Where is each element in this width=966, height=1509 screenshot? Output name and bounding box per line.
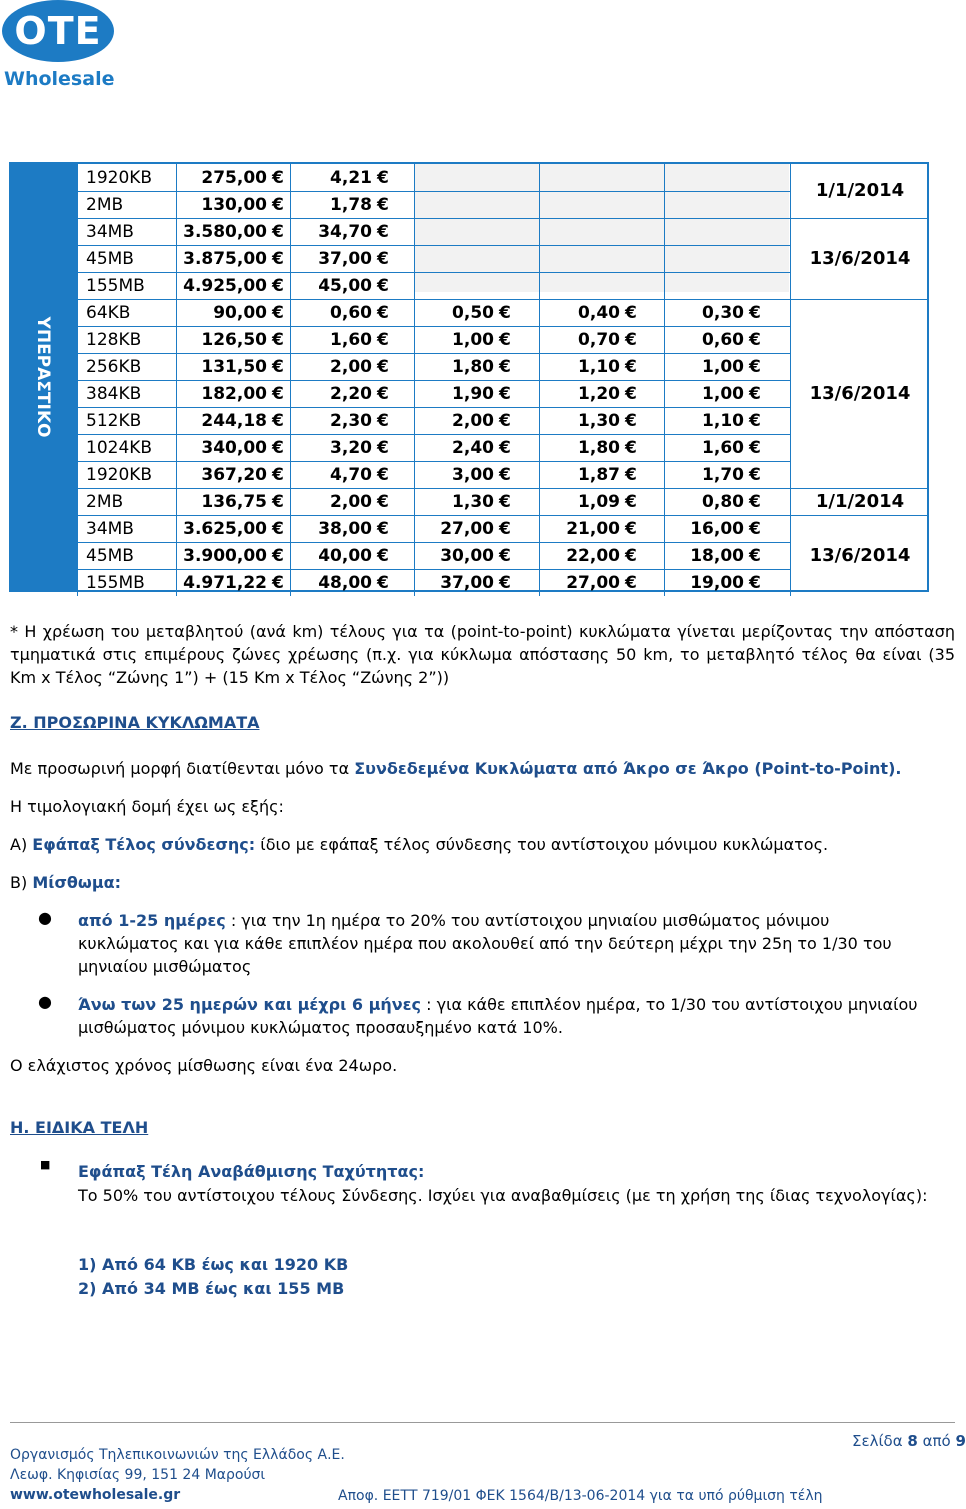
- price-cell: 19,00: [690, 573, 744, 593]
- section-z-intro: [10, 757, 955, 780]
- price-cell: 4,21: [330, 168, 372, 188]
- price-cell: 2,00: [452, 411, 494, 431]
- euro-sign: €: [272, 573, 284, 593]
- euro-sign: €: [625, 330, 637, 350]
- euro-sign: €: [499, 465, 511, 485]
- euro-sign: €: [749, 546, 761, 566]
- euro-sign: €: [625, 303, 637, 323]
- price-cell: 3.900,00: [183, 546, 267, 566]
- euro-sign: €: [499, 411, 511, 431]
- euro-sign: €: [625, 411, 637, 431]
- price-cell: 1,30: [578, 411, 620, 431]
- item-b-bold: Μίσθωμα:: [32, 873, 121, 892]
- upgrade-range-1: [78, 1253, 678, 1276]
- price-cell: 1,60: [702, 438, 744, 458]
- euro-sign: €: [499, 519, 511, 539]
- price-cell: 1,60: [330, 330, 372, 350]
- price-cell: 48,00: [318, 573, 372, 593]
- euro-sign: €: [377, 519, 389, 539]
- column-divider: [77, 164, 78, 596]
- euro-sign: €: [749, 519, 761, 539]
- intro-text: Με προσωρινή μορφή διατίθενται μόνο τα: [10, 759, 355, 778]
- effective-date: 1/1/2014: [815, 490, 905, 512]
- price-cell: 136,75: [201, 492, 267, 512]
- effective-date: 13/6/2014: [809, 382, 911, 404]
- row-label: 45MB: [86, 546, 134, 566]
- price-cell: 3.625,00: [183, 519, 267, 539]
- euro-sign: €: [272, 546, 284, 566]
- row-label: 256KB: [86, 357, 142, 377]
- footer-decision: Αποφ. ΕΕΤΤ 719/01 ΦΕΚ 1564/Β/13-06-2014 για τα υπό ρύθμιση τέλη: [338, 1488, 823, 1504]
- euro-sign: €: [625, 438, 637, 458]
- euro-sign: €: [377, 195, 389, 215]
- row-divider: [77, 191, 790, 192]
- price-cell: 367,20: [201, 465, 267, 485]
- price-cell: 18,00: [690, 546, 744, 566]
- bullet-1-bold: από 1-25 ημέρες: [78, 911, 226, 930]
- euro-sign: €: [377, 384, 389, 404]
- price-cell: 3.875,00: [183, 249, 267, 269]
- euro-sign: €: [749, 573, 761, 593]
- price-cell: 126,50: [201, 330, 267, 350]
- price-cell: 4,70: [330, 465, 372, 485]
- upgrade-fee-text: Το 50% του αντίστοιχου τέλους Σύνδεσης. Ισχύει για αναβαθμίσεις (με τη χρήση της ίδιας τεχνολογίας):: [78, 1186, 928, 1205]
- section-h-title: Η. ΕΙΔΙΚΑ ΤΕΛΗ: [10, 1118, 149, 1137]
- row-label: 384KB: [86, 384, 142, 404]
- footer-org: Οργανισμός Τηλεπικοινωνιών της Ελλάδος Α.Ε.: [10, 1447, 345, 1463]
- page-total: 9: [955, 1432, 966, 1450]
- price-cell: 3,20: [330, 438, 372, 458]
- row-divider: [77, 434, 790, 435]
- distance-note: * Η χρέωση του μεταβλητού (ανά km) τέλους για τα (point-to-point) κυκλώματα γίνεται μερίζοντας την απόσταση τμηματικά στις επιμέρους ζώνες χρέωσης (π.χ. για κύκλωμα απόστασης 50 km, το μεταβλητό τέλος θα είναι (35 Km x Τέλος “Ζώνης 1”) + (15 Km x Τέλος “Ζώνης 2”)): [10, 622, 955, 687]
- price-cell: 1,10: [702, 411, 744, 431]
- price-cell: 21,00: [566, 519, 620, 539]
- logo-subtitle: Wholesale: [4, 68, 115, 90]
- price-cell: 0,30: [702, 303, 744, 323]
- bullet-2-bold: Άνω των 25 ημερών και μέχρι 6 μήνες: [78, 995, 422, 1014]
- price-cell: 30,00: [440, 546, 494, 566]
- price-cell: 131,50: [201, 357, 267, 377]
- row-divider: [77, 488, 790, 489]
- euro-sign: €: [272, 411, 284, 431]
- price-cell: 0,80: [702, 492, 744, 512]
- price-cell: 90,00: [213, 303, 267, 323]
- row-divider: [77, 245, 790, 246]
- price-cell: 4.971,22: [183, 573, 267, 593]
- euro-sign: €: [272, 438, 284, 458]
- euro-sign: €: [499, 357, 511, 377]
- price-cell: 16,00: [690, 519, 744, 539]
- row-label: 512KB: [86, 411, 142, 431]
- price-cell: 22,00: [566, 546, 620, 566]
- euro-sign: €: [749, 492, 761, 512]
- euro-sign: €: [272, 492, 284, 512]
- ote-wholesale-logo: [0, 0, 120, 95]
- euro-sign: €: [749, 330, 761, 350]
- row-divider: [77, 569, 790, 570]
- price-cell: 4.925,00: [183, 276, 267, 296]
- row-divider: [77, 326, 790, 327]
- section-z-heading: [10, 711, 955, 734]
- footer-address: Λεωφ. Κηφισίας 99, 151 24 Μαρούσι: [10, 1467, 266, 1483]
- bullet-1: [78, 909, 930, 978]
- price-cell: 34,70: [318, 222, 372, 242]
- euro-sign: €: [749, 357, 761, 377]
- euro-sign: €: [377, 330, 389, 350]
- row-divider: [77, 542, 790, 543]
- row-label: 34MB: [86, 519, 134, 539]
- price-cell: 0,70: [578, 330, 620, 350]
- euro-sign: €: [377, 249, 389, 269]
- euro-sign: €: [377, 303, 389, 323]
- row-label: 2MB: [86, 195, 124, 215]
- price-cell: 45,00: [318, 276, 372, 296]
- price-cell: 1,80: [578, 438, 620, 458]
- bullet-2: [78, 993, 930, 1039]
- row-divider: [77, 272, 790, 273]
- effective-date: 13/6/2014: [809, 247, 911, 269]
- row-label: 1920KB: [86, 465, 153, 485]
- price-cell: 27,00: [566, 573, 620, 593]
- price-cell: 1,00: [702, 384, 744, 404]
- euro-sign: €: [377, 546, 389, 566]
- section-h-heading: [10, 1116, 955, 1139]
- price-cell: 1,00: [452, 330, 494, 350]
- row-label: 128KB: [86, 330, 142, 350]
- upgrade-fee-title: [78, 1160, 955, 1183]
- price-cell: 2,20: [330, 384, 372, 404]
- euro-sign: €: [272, 303, 284, 323]
- price-cell: 3,00: [452, 465, 494, 485]
- logo-brand: OTE: [14, 9, 102, 53]
- euro-sign: €: [377, 492, 389, 512]
- price-cell: 2,00: [330, 492, 372, 512]
- date-group-divider: [790, 218, 928, 219]
- euro-sign: €: [272, 195, 284, 215]
- price-cell: 0,40: [578, 303, 620, 323]
- euro-sign: €: [272, 465, 284, 485]
- row-divider: [77, 218, 790, 219]
- euro-sign: €: [749, 411, 761, 431]
- price-cell: 1,70: [702, 465, 744, 485]
- euro-sign: €: [272, 222, 284, 242]
- bullet-1-text: : για την 1η ημέρα το 20% του αντίστοιχου μηνιαίου μισθώματος μόνιμου κυκλώματος και για κάθε επιπλέον ημέρα που ακολουθεί από την δεύτερη μέχρι την 25η το 1/30 του μηνιαίου μισθώματος: [78, 911, 892, 976]
- item-a-bold: Εφάπαξ Τέλος σύνδεσης:: [32, 835, 256, 854]
- upgrade-fee-title-text: Εφάπαξ Τέλη Αναβάθμισης Ταχύτητας:: [78, 1162, 425, 1181]
- side-label: ΥΠΕΡΑΣΤΙΚΟ: [33, 316, 53, 438]
- bullet-dot: ●: [38, 908, 52, 927]
- euro-sign: €: [625, 573, 637, 593]
- footer-rule: [10, 1422, 955, 1423]
- price-cell: 130,00: [201, 195, 267, 215]
- euro-sign: €: [377, 357, 389, 377]
- price-cell: 2,40: [452, 438, 494, 458]
- euro-sign: €: [625, 384, 637, 404]
- euro-sign: €: [272, 384, 284, 404]
- item-b-prefix: Β): [10, 873, 33, 892]
- effective-date: 1/1/2014: [815, 180, 905, 201]
- price-cell: 37,00: [440, 573, 494, 593]
- item-a-prefix: Α): [10, 835, 33, 854]
- euro-sign: €: [377, 411, 389, 431]
- bullet-2-text: : για κάθε επιπλέον ημέρα, το 1/30 του αντίστοιχου μηνιαίου μισθώματος μόνιμου κυκλώματος προσαυξημένο κατά 10%.: [78, 995, 918, 1037]
- price-cell: 1,00: [702, 357, 744, 377]
- section-z-title: Ζ. ΠΡΟΣΩΡΙΝΑ ΚΥΚΛΩΜΑΤΑ: [10, 713, 260, 732]
- price-cell: 340,00: [201, 438, 267, 458]
- row-divider: [77, 461, 790, 462]
- euro-sign: €: [499, 330, 511, 350]
- price-cell: 1,20: [578, 384, 620, 404]
- row-label: 155MB: [86, 573, 145, 593]
- price-cell: 3.580,00: [183, 222, 267, 242]
- minimum-duration: Ο ελάχιστος χρόνος μίσθωσης είναι ένα 24ωρο.: [10, 1056, 398, 1075]
- price-cell: 1,78: [330, 195, 372, 215]
- euro-sign: €: [749, 303, 761, 323]
- row-divider: [77, 353, 790, 354]
- price-cell: 1,80: [452, 357, 494, 377]
- euro-sign: €: [499, 546, 511, 566]
- euro-sign: €: [377, 465, 389, 485]
- euro-sign: €: [272, 168, 284, 188]
- euro-sign: €: [749, 465, 761, 485]
- row-divider: [77, 515, 790, 516]
- euro-sign: €: [499, 573, 511, 593]
- row-label: 34MB: [86, 222, 134, 242]
- price-cell: 2,00: [330, 357, 372, 377]
- price-cell: 40,00: [318, 546, 372, 566]
- euro-sign: €: [749, 438, 761, 458]
- bullet-dot: ●: [38, 992, 52, 1011]
- page-number: [852, 1432, 966, 1450]
- item-a-text: ίδιο με εφάπαξ τέλος σύνδεσης του αντίστοιχου μόνιμου κυκλώματος.: [255, 835, 829, 854]
- page-current: 8: [907, 1432, 918, 1450]
- row-divider: [77, 407, 790, 408]
- euro-sign: €: [272, 276, 284, 296]
- upgrade-range-2-text: 2) Από 34 MB έως και 155 MB: [78, 1279, 345, 1298]
- price-cell: 2,30: [330, 411, 372, 431]
- euro-sign: €: [499, 303, 511, 323]
- date-group-divider: [790, 488, 928, 489]
- item-b: [10, 871, 955, 894]
- price-cell: 1,90: [452, 384, 494, 404]
- euro-sign: €: [499, 438, 511, 458]
- price-cell: 275,00: [201, 168, 267, 188]
- price-cell: 1,09: [578, 492, 620, 512]
- euro-sign: €: [499, 492, 511, 512]
- row-divider: [77, 380, 790, 381]
- price-cell: 27,00: [440, 519, 494, 539]
- footer-website[interactable]: www.otewholesale.gr: [10, 1487, 181, 1503]
- price-cell: 1,30: [452, 492, 494, 512]
- euro-sign: €: [377, 222, 389, 242]
- price-cell: 182,00: [201, 384, 267, 404]
- price-cell: 0,60: [330, 303, 372, 323]
- structure-text: Η τιμολογιακή δομή έχει ως εξής:: [10, 797, 284, 816]
- euro-sign: €: [377, 168, 389, 188]
- price-cell: 38,00: [318, 519, 372, 539]
- row-label: 155MB: [86, 276, 145, 296]
- euro-sign: €: [625, 519, 637, 539]
- price-cell: 37,00: [318, 249, 372, 269]
- euro-sign: €: [625, 357, 637, 377]
- euro-sign: €: [272, 330, 284, 350]
- column-divider: [790, 164, 791, 596]
- row-label: 1920KB: [86, 168, 153, 188]
- upgrade-range-1-text: 1) Από 64 KB έως και 1920 KB: [78, 1255, 349, 1274]
- row-label: 64KB: [86, 303, 131, 323]
- euro-sign: €: [377, 276, 389, 296]
- euro-sign: €: [377, 438, 389, 458]
- date-group-divider: [790, 515, 928, 516]
- euro-sign: €: [377, 573, 389, 593]
- row-label: 2MB: [86, 492, 124, 512]
- page-mid: από: [917, 1432, 956, 1450]
- intro-bold: Συνδεδεμένα Κυκλώματα από Άκρο σε Άκρο (Point-to-Point).: [354, 759, 902, 778]
- upgrade-range-2: [78, 1277, 678, 1300]
- page-prefix: Σελίδα: [852, 1432, 908, 1450]
- effective-date: 13/6/2014: [809, 544, 911, 566]
- price-cell: 0,60: [702, 330, 744, 350]
- euro-sign: €: [272, 357, 284, 377]
- price-cell: 244,18: [201, 411, 267, 431]
- euro-sign: €: [272, 519, 284, 539]
- euro-sign: €: [272, 249, 284, 269]
- row-divider: [77, 299, 790, 300]
- euro-sign: €: [625, 492, 637, 512]
- row-label: 45MB: [86, 249, 134, 269]
- price-cell: 0,50: [452, 303, 494, 323]
- square-bullet-icon: ■: [40, 1158, 51, 1171]
- price-cell: 1,87: [578, 465, 620, 485]
- euro-sign: €: [625, 546, 637, 566]
- euro-sign: €: [749, 384, 761, 404]
- euro-sign: €: [625, 465, 637, 485]
- row-label: 1024KB: [86, 438, 153, 458]
- date-group-divider: [790, 299, 928, 300]
- price-cell: 1,10: [578, 357, 620, 377]
- euro-sign: €: [499, 384, 511, 404]
- item-a: [10, 833, 955, 856]
